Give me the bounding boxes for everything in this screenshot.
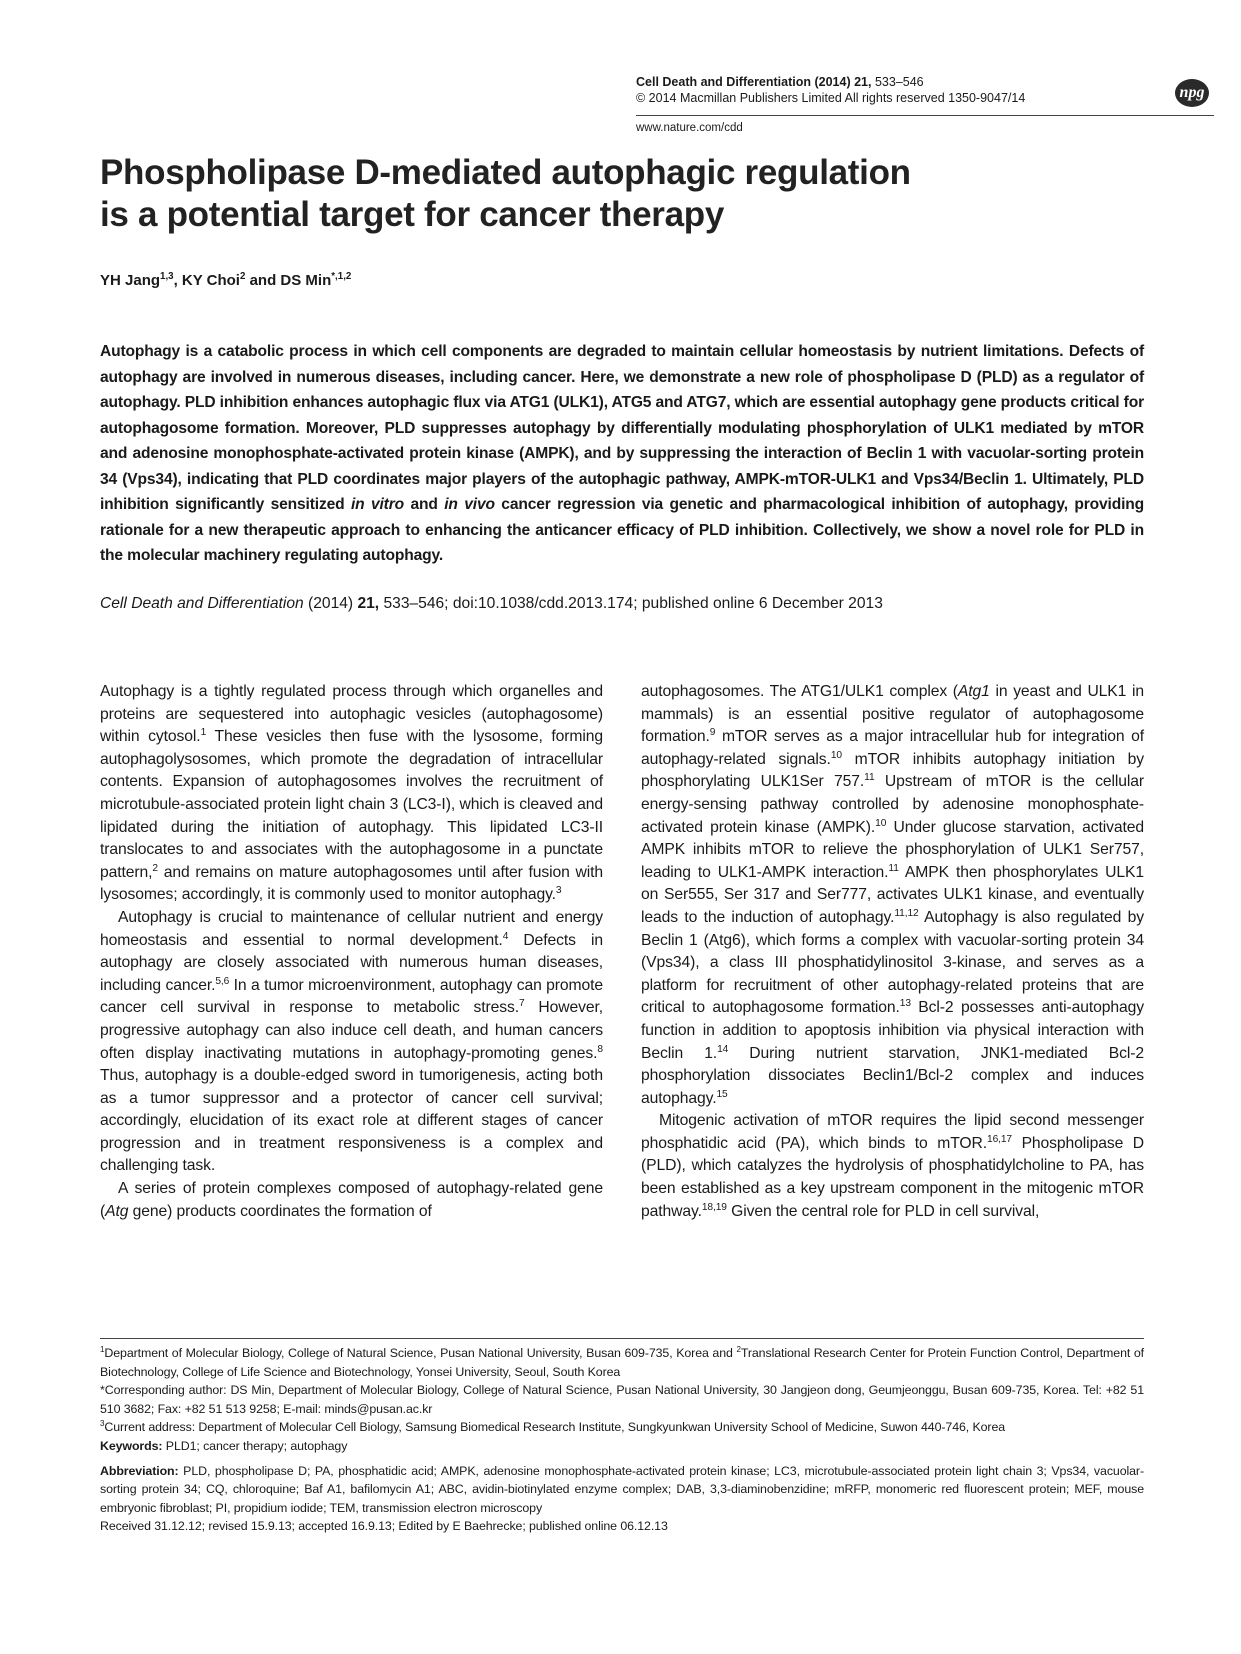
citation-year: (2014) bbox=[303, 595, 358, 612]
reference-marker: 15 bbox=[716, 1088, 728, 1100]
text-run: Upstream of mTOR is the cellular energy-sensing pathway controlled by adenosine monophosphate-activated protein kinase (AMPK). bbox=[641, 773, 1144, 836]
journal-line bbox=[636, 74, 1025, 90]
citation-volume: 21, bbox=[357, 595, 380, 612]
italic-term: Atg1 bbox=[957, 683, 990, 700]
text-run: autophagosomes. The ATG1/ULK1 complex ( bbox=[641, 683, 958, 700]
text-run: AMPK then phosphorylates ULK1 on Ser555, Ser 317 and Ser777, activates ULK1 kinase, and eventually leads to the induction of autophagy. bbox=[641, 863, 1144, 926]
reference-marker: 9 bbox=[709, 726, 716, 738]
text-run: mTOR inhibits autophagy initiation by phosphorylating ULK1Ser 757. bbox=[641, 750, 1145, 791]
paragraph bbox=[641, 681, 1144, 1110]
body-column-right bbox=[641, 681, 1144, 1223]
text-run: Phospholipase D (PLD), which catalyzes the hydrolysis of phosphatidylcholine to PA, has been established as a key upstream component in the mitogenic mTOR pathway. bbox=[641, 1134, 1144, 1220]
text-run: Autophagy is also regulated by Beclin 1 (Atg6), which forms a complex with vacuolar-sorting protein 34 (Vps34), a class III phosphatidylinositol 3-kinase, and serves as a platform for recruitment of other autophagy-related proteins that are critical to autophagosome formation. bbox=[641, 908, 1144, 1017]
paragraph bbox=[100, 681, 603, 907]
reference-marker: 13 bbox=[899, 998, 911, 1010]
abstract-text-1: Autophagy is a catabolic process in which cell components are degraded to maintain cellular homeostasis by nutrient limitations. Defects of autophagy are involved in numerous diseases, including cancer. Here, we demonstrate a new role of phospholipase D (PLD) as a regulator of autophagy. PLD inhibition enhances autophagic flux via ATG1 (ULK1), ATG5 and ATG7, which are essential autophagy gene products critical for autophagosome formation. Moreover, PLD suppresses autophagy by differentially modulating phosphorylation of ULK1 mediated by mTOR and adenosine monophosphate-activated protein kinase (AMPK), and by suppressing the interaction of Beclin 1 with vacuolar-sorting protein 34 (Vps34), indicating that PLD coordinates major players of the autophagic pathway, AMPK-mTOR-ULK1 and Vps34/Beclin 1. Ultimately, PLD inhibition significantly sensitized bbox=[100, 343, 1144, 513]
italic-term: Atg bbox=[105, 1202, 129, 1220]
reference-marker: 11,12 bbox=[894, 907, 919, 919]
affiliation-marker: 3 bbox=[100, 1419, 105, 1429]
title-line-2: is a potential target for cancer therapy bbox=[100, 195, 725, 234]
reference-marker: 3 bbox=[555, 885, 562, 897]
reference-marker: 14 bbox=[717, 1043, 729, 1055]
text-run: mTOR serves as a major intracellular hub for integration of autophagy-related signals. bbox=[641, 728, 1144, 768]
abstract bbox=[100, 339, 1144, 569]
footnote-rule bbox=[100, 1338, 1144, 1339]
page-range: 533–546 bbox=[874, 75, 924, 89]
npg-logo-icon bbox=[1175, 79, 1209, 107]
author-1: YH Jang bbox=[100, 272, 161, 289]
text-run: A series of protein complexes composed of autophagy-related gene ( bbox=[100, 1180, 603, 1220]
text-run: In a tumor microenvironment, autophagy can promote cancer cell survival in response to metabolic stress. bbox=[100, 976, 603, 1017]
journal-url[interactable]: www.nature.com/cdd bbox=[636, 122, 743, 134]
author-1-affiliation: 1,3 bbox=[160, 271, 174, 282]
text-run: However, progressive autophagy can also induce cell death, and human cancers often display inactivating mutations in autophagy-promoting genes. bbox=[100, 999, 603, 1062]
paragraph bbox=[100, 1178, 603, 1223]
corresponding-author: *Corresponding author: DS Min, Department of Molecular Biology, College of Natural Science, Pusan National University, 30 Jangjeon dong, Geumjeonggu, Busan 609-735, Korea. Tel: +82 51 510 3682; Fax: +82 51 513 9258; E-mail: minds@pusan.ac.kr bbox=[100, 1383, 1144, 1416]
citation-line bbox=[100, 593, 883, 615]
text-run: in yeast and ULK1 in mammals) is an essential positive regulator of autophagosome formation. bbox=[641, 683, 1144, 746]
reference-marker: 5,6 bbox=[215, 975, 230, 987]
author-list bbox=[100, 272, 351, 289]
reference-marker: 10 bbox=[830, 749, 842, 761]
affiliations bbox=[100, 1344, 1144, 1381]
reference-marker: 7 bbox=[519, 998, 525, 1010]
keywords bbox=[100, 1437, 1144, 1456]
journal-name: Cell Death and Differentiation (2014) 21, bbox=[636, 75, 872, 89]
affiliation-text: Department of Molecular Biology, College of Natural Science, Pusan National University, Busan 609-735, Korea and bbox=[104, 1346, 737, 1360]
text-run: Thus, autophagy is a double-edged sword in tumorigenesis, acting both as a tumor suppressor and a protector of cancer cell survival; accordingly, elucidation of its exact role at different stages of cancer progression and in treatment responsiveness is a complex and challenging task. bbox=[100, 1067, 603, 1175]
affiliation-marker: 2 bbox=[736, 1344, 741, 1354]
current-address-text: Current address: Department of Molecular Cell Biology, Samsung Biomedical Research Institute, Sungkyunkwan University School of Medicine, Suwon 440-746, Korea bbox=[104, 1420, 1006, 1435]
keywords-label: Keywords: bbox=[100, 1438, 163, 1453]
reference-marker: 11 bbox=[888, 862, 899, 874]
abbreviations bbox=[100, 1462, 1144, 1518]
reference-marker: 18,19 bbox=[701, 1201, 727, 1213]
text-run: These vesicles then fuse with the lysosome, forming autophagolysosomes, which promote the degradation of intracellular contents. Expansion of autophagosomes involves the recruitment of microtubule-associated protein light chain 3 (LC3-I), which is cleaved and lipidated during the initiation of autophagy. This lipidated LC3-II translocates to and associates with the autophagosome in a punctate pattern, bbox=[100, 728, 603, 881]
text-run: Under glucose starvation, activated AMPK inhibits mTOR to relieve the phosphorylation of ULK1 Ser757, leading to ULK1-AMPK interaction. bbox=[641, 818, 1144, 881]
reference-marker: 1 bbox=[200, 726, 207, 738]
text-run: During nutrient starvation, JNK1-mediated Bcl-2 phosphorylation dissociates Beclin1/Bcl-2 complex and induces autophagy. bbox=[641, 1044, 1144, 1107]
citation-journal: Cell Death and Differentiation bbox=[100, 595, 304, 612]
citation-rest: 533–546; doi:10.1038/cdd.2013.174; published online 6 December 2013 bbox=[379, 595, 883, 612]
journal-header bbox=[636, 74, 1026, 134]
abstract-text-2: and bbox=[404, 496, 445, 513]
author-2: , KY Choi bbox=[173, 272, 240, 289]
reference-marker: 4 bbox=[502, 930, 509, 942]
author-3: and DS Min bbox=[245, 272, 332, 289]
reference-marker: 11 bbox=[864, 772, 875, 784]
current-address bbox=[100, 1418, 1144, 1437]
text-run: and remains on mature autophagosomes until after fusion with lysosomes; accordingly, it is commonly used to monitor autophagy. bbox=[100, 863, 603, 904]
received-dates: Received 31.12.12; revised 15.9.13; accepted 16.9.13; Edited by E Baehrecke; published online 06.12.13 bbox=[100, 1519, 668, 1534]
text-run: Mitogenic activation of mTOR requires the lipid second messenger phosphatidic acid (PA), which binds to mTOR. bbox=[641, 1112, 1144, 1152]
paragraph bbox=[641, 1110, 1144, 1223]
abstract-italic-1: in vitro bbox=[350, 496, 405, 513]
title-line-1: Phospholipase D-mediated autophagic regulation bbox=[100, 153, 911, 192]
text-run: Autophagy is crucial to maintenance of cellular nutrient and energy homeostasis and essential to normal development. bbox=[100, 908, 603, 949]
reference-marker: 16,17 bbox=[987, 1133, 1012, 1145]
reference-marker: 10 bbox=[875, 817, 887, 829]
logo-text: npg bbox=[1179, 84, 1205, 101]
text-run: Autophagy is a tightly regulated process through which organelles and proteins are sequestered into autophagic vesicles (autophagosome) within cytosol. bbox=[100, 683, 603, 746]
text-run: gene) products coordinates the formation of bbox=[128, 1202, 432, 1220]
affiliation-marker: 1 bbox=[100, 1344, 105, 1354]
reference-marker: 8 bbox=[597, 1043, 603, 1055]
abbreviations-label: Abbreviation: bbox=[100, 1463, 179, 1478]
author-3-affiliation: *,1,2 bbox=[331, 271, 352, 282]
author-2-affiliation: 2 bbox=[239, 271, 246, 282]
abstract-text-3: cancer regression via genetic and pharmacological inhibition of autophagy, providing rationale for a new therapeutic approach to enhancing the anticancer efficacy of PLD inhibition. Collectively, we show a novel role for PLD in the molecular machinery regulating autophagy. bbox=[100, 496, 1145, 564]
paragraph bbox=[100, 907, 603, 1178]
text-run: Defects in autophagy are closely associated with numerous human diseases, including cancer. bbox=[100, 931, 603, 994]
copyright-line: © 2014 Macmillan Publishers Limited All rights reserved 1350-9047/14 bbox=[636, 91, 1026, 105]
reference-marker: 2 bbox=[152, 862, 158, 874]
abbreviations-text: PLD, phospholipase D; PA, phosphatidic acid; AMPK, adenosine monophosphate-activated protein kinase; LC3, microtubule-associated protein light chain 3; Vps34, vacuolar-sorting protein 34; CQ, chloroquine; Baf A1, bafilomycin A1; ABC, avidin-biotinylated enzyme complex; DAB, 3,3-diaminobenzidine; mRFP, monomeric red fluorescent protein; MEF, mouse embryonic fibroblast; PI, propidium iodide; TEM, transmission electron microscopy bbox=[100, 1463, 1144, 1515]
footnotes bbox=[100, 1344, 1144, 1536]
affiliation-text: Translational Research Center for Protein Function Control, Department of Biotechnology, College of Life Science and Biotechnology, Yonsei University, Seoul, South Korea bbox=[100, 1346, 1144, 1379]
article-title bbox=[100, 152, 1140, 236]
text-run: Given the central role for PLD in cell survival, bbox=[726, 1202, 1040, 1220]
text-run: Bcl-2 possesses anti-autophagy function in addition to apoptosis inhibition via physical interaction with Beclin 1. bbox=[641, 999, 1144, 1062]
abstract-italic-2: in vivo bbox=[444, 496, 495, 513]
body-column-left bbox=[100, 681, 603, 1223]
keywords-text: PLD1; cancer therapy; autophagy bbox=[162, 1438, 348, 1453]
header-rule bbox=[636, 115, 1214, 116]
